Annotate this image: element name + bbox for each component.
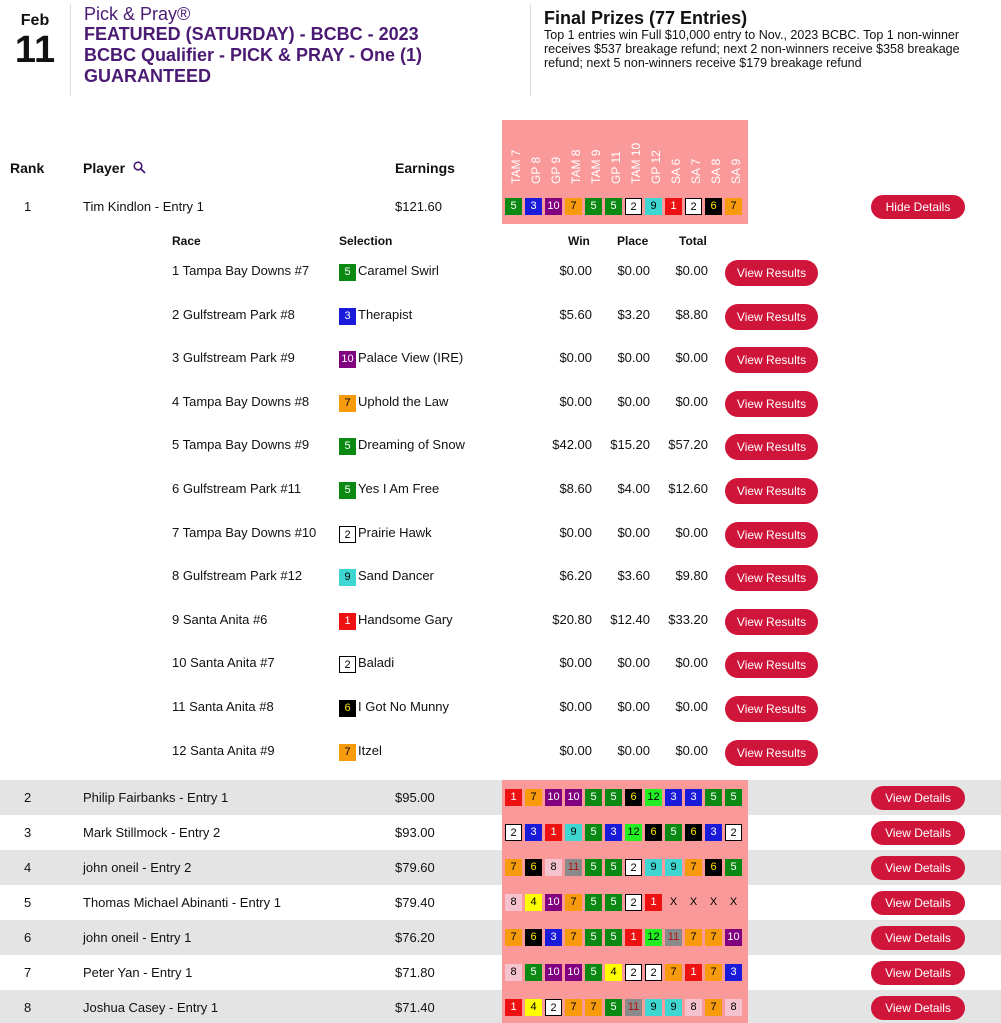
detail-row [0, 250, 1001, 294]
contest-date [10, 12, 60, 70]
view-results-button[interactable]: View Results [725, 478, 818, 504]
horse-name: Itzel [358, 742, 382, 758]
prizes-text: Top 1 entries win Full $10,000 entry to Nov., 2023 BCBC. Top 1 non-winner receives $537 breakage refund; next 2 non-winners receive $358 breakage refund; next 5 non-winners receive $179 breakage refund [544, 28, 960, 70]
horse-name: Baladi [358, 655, 395, 671]
race-column-header [725, 122, 745, 186]
selection-cell: 10 [545, 198, 562, 215]
place-amount: $0.00 [617, 655, 650, 671]
contest-name-line1: FEATURED (SATURDAY) - BCBC - 2023 [84, 24, 419, 44]
horse-name: Dreaming of Snow [358, 437, 465, 453]
selection-cell: 12 [625, 824, 642, 841]
selection-cell: 7 [685, 929, 702, 946]
selection-cell: 2 [625, 198, 642, 215]
race-column-label: SA 9 [729, 158, 743, 184]
table-row [0, 885, 1001, 920]
selection-number-badge: 10 [339, 351, 356, 368]
selection-cells [505, 789, 745, 806]
detail-race: 12 Santa Anita #9 [172, 742, 275, 758]
view-results-button[interactable]: View Results [725, 347, 818, 373]
selection-number-badge: 2 [339, 656, 356, 673]
selection-cell: 1 [645, 894, 662, 911]
selections-strip [502, 780, 748, 815]
selection-cell: 8 [505, 964, 522, 981]
selection-cell: 5 [605, 999, 622, 1016]
detail-race: 3 Gulfstream Park #9 [172, 350, 295, 366]
selection-cell: 2 [685, 198, 702, 215]
selection-cell: 10 [725, 929, 742, 946]
selection-cell: 5 [605, 859, 622, 876]
win-amount: $8.60 [559, 481, 592, 496]
detail-row [0, 555, 1001, 599]
selection-cell: 9 [645, 198, 662, 215]
earnings-cell: $93.00 [395, 825, 435, 840]
selection-cell: 2 [545, 999, 562, 1016]
player-name[interactable]: Philip Fairbanks - Entry 1 [83, 790, 229, 805]
view-results-button[interactable]: View Results [725, 740, 818, 766]
player-name[interactable]: john oneil - Entry 1 [83, 930, 192, 945]
search-icon[interactable] [133, 161, 146, 174]
rank-header: Rank [10, 160, 45, 176]
selection-cell: 4 [525, 999, 542, 1016]
race-column-header [525, 122, 545, 186]
view-results-button[interactable]: View Results [725, 304, 818, 330]
selection-cell: 11 [665, 929, 682, 946]
selection-cell: 5 [605, 198, 622, 215]
rank-cell: 4 [24, 860, 32, 875]
player-name[interactable]: Peter Yan - Entry 1 [83, 965, 193, 980]
horse-name: Yes I Am Free [358, 481, 440, 496]
view-results-button[interactable]: View Results [725, 652, 818, 678]
selection-number-badge: 1 [339, 613, 356, 630]
selection-cell: 3 [525, 198, 542, 215]
selection-cell: 1 [545, 824, 562, 841]
player-header-label: Player [83, 160, 126, 176]
selection-cell: 1 [685, 964, 702, 981]
details-total-header: Total [679, 234, 707, 248]
race-column-header [705, 122, 725, 186]
detail-race: 1 Tampa Bay Downs #7 [172, 263, 310, 278]
selection-cell: 8 [685, 999, 702, 1016]
selection-cell: X [729, 896, 738, 908]
view-results-button[interactable]: View Results [725, 609, 818, 635]
view-details-button[interactable]: View Details [871, 926, 965, 950]
selection-cell: 1 [665, 198, 682, 215]
contest-name-line3: GUARANTEED [84, 66, 212, 86]
detail-race: 7 Tampa Bay Downs #10 [172, 524, 317, 540]
selection-cells [505, 198, 745, 215]
details-win-header: Win [568, 234, 590, 248]
selection-cell: 3 [525, 824, 542, 841]
detail-race: 11 Santa Anita #8 [172, 699, 274, 714]
selections-strip [502, 990, 748, 1023]
player-name[interactable]: john oneil - Entry 2 [83, 860, 192, 875]
detail-race: 8 Gulfstream Park #12 [172, 568, 303, 584]
date-month: Feb [20, 12, 50, 29]
detail-row [0, 730, 1001, 774]
selection-number-badge: 7 [339, 395, 356, 412]
win-amount: $0.00 [559, 742, 592, 758]
selection-cells [505, 824, 745, 841]
win-amount: $6.20 [559, 568, 592, 584]
player-header [83, 160, 146, 176]
selection-cell: 6 [685, 824, 702, 841]
horse-name: Prairie Hawk [358, 524, 432, 540]
race-column-header [605, 122, 625, 186]
view-details-button[interactable]: View Details [871, 821, 965, 845]
selection-number-badge: 7 [339, 744, 356, 761]
table-row [0, 189, 1001, 224]
selections-strip [502, 920, 748, 955]
table-row [0, 990, 1001, 1023]
date-day: 11 [14, 29, 56, 71]
details-place-header: Place [617, 234, 649, 248]
selection-cells [505, 964, 745, 981]
selection-cell: 7 [565, 894, 582, 911]
selection-cell: 9 [645, 999, 662, 1016]
horse-name: Handsome Gary [358, 611, 453, 627]
race-column-label: GP 12 [649, 150, 663, 184]
view-results-button[interactable]: View Results [725, 522, 818, 548]
selection-cell: 8 [545, 859, 562, 876]
selection-cell: 5 [505, 198, 522, 215]
race-column-header [565, 122, 585, 186]
total-amount: $0.00 [675, 263, 708, 278]
total-amount: $0.00 [675, 742, 708, 758]
selection-number-badge: 2 [339, 526, 356, 543]
place-amount: $0.00 [617, 263, 650, 278]
selection-cell: 8 [725, 999, 742, 1016]
selection-cells [505, 894, 745, 911]
selections-strip [502, 850, 748, 885]
selection-cell: 2 [625, 894, 642, 911]
place-amount: $15.20 [610, 437, 650, 453]
selection-number-badge: 3 [339, 308, 356, 325]
detail-row [0, 512, 1001, 556]
place-amount: $3.60 [617, 568, 650, 584]
race-column-label: SA 6 [669, 158, 683, 184]
selection-cell: 2 [725, 824, 742, 841]
rank-cell: 6 [24, 930, 32, 945]
selection-number-badge: 6 [339, 700, 356, 717]
selection-cell: 5 [585, 198, 602, 215]
selection-number-badge: 5 [339, 482, 356, 499]
selection-cell: 5 [725, 859, 742, 876]
win-amount: $5.60 [559, 306, 592, 322]
view-results-button[interactable]: View Results [725, 391, 818, 417]
selection-cell: 5 [585, 964, 602, 981]
race-column-headers [505, 122, 745, 186]
selection-cell: 5 [605, 929, 622, 946]
horse-name: Uphold the Law [358, 393, 449, 409]
selection-cell: 7 [725, 198, 742, 215]
detail-race: 2 Gulfstream Park #8 [172, 306, 295, 322]
selection-cell: 12 [645, 929, 662, 946]
horse-name: Palace View (IRE) [358, 350, 464, 366]
horse-name: Caramel Swirl [358, 263, 439, 278]
details-selection-header: Selection [339, 234, 393, 248]
selection-cell: 10 [565, 964, 582, 981]
earnings-cell: $71.40 [395, 1000, 435, 1015]
win-amount: $0.00 [559, 655, 592, 671]
place-amount: $0.00 [617, 393, 650, 409]
selection-cell: 9 [645, 859, 662, 876]
race-column-label: GP 8 [529, 156, 543, 184]
selection-cell: X [689, 896, 698, 908]
rank-cell: 8 [24, 1000, 32, 1015]
selection-cell: 2 [645, 964, 662, 981]
earnings-cell: $71.80 [395, 965, 435, 980]
place-amount: $0.00 [617, 524, 650, 540]
detail-row [0, 337, 1001, 381]
horse-name: Therapist [358, 306, 413, 322]
place-amount: $4.00 [617, 481, 650, 496]
rank-cell: 1 [24, 199, 32, 214]
selection-cell: 7 [705, 929, 722, 946]
selection-cell: 5 [585, 859, 602, 876]
view-details-button[interactable]: View Details [871, 961, 965, 985]
selection-cell: 9 [665, 859, 682, 876]
selection-cell: 9 [665, 999, 682, 1016]
player-name[interactable]: Mark Stillmock - Entry 2 [83, 825, 221, 840]
selection-cell: 6 [525, 929, 542, 946]
total-amount: $0.00 [675, 655, 708, 671]
table-row [0, 780, 1001, 815]
details-race-header: Race [172, 234, 201, 248]
selection-cell: 5 [605, 894, 622, 911]
selections-strip [502, 189, 748, 224]
selection-cell: 5 [605, 789, 622, 806]
selection-cells [505, 999, 745, 1016]
race-column-label: SA 7 [689, 158, 703, 184]
race-column-label: GP 9 [549, 156, 563, 184]
detail-race: 9 Santa Anita #6 [172, 611, 268, 627]
selection-cell: X [669, 896, 678, 908]
selection-cell: 11 [565, 859, 582, 876]
selections-strip [502, 815, 748, 850]
total-amount: $8.80 [675, 306, 708, 322]
selection-cell: 1 [625, 929, 642, 946]
selection-cell: X [709, 896, 718, 908]
rank-cell: 3 [24, 825, 32, 840]
selection-cell: 7 [705, 999, 722, 1016]
win-amount: $20.80 [552, 611, 592, 627]
detail-row [0, 381, 1001, 425]
place-amount: $0.00 [617, 742, 650, 758]
place-amount: $0.00 [617, 699, 650, 714]
view-details-button[interactable]: View Details [871, 786, 965, 810]
selection-cell: 6 [705, 859, 722, 876]
race-column-header [645, 122, 665, 186]
detail-row [0, 642, 1001, 686]
view-results-button[interactable]: View Results [725, 696, 818, 722]
selection-cell: 7 [525, 789, 542, 806]
selection-cell: 7 [565, 198, 582, 215]
race-column-label: GP 11 [609, 151, 623, 184]
selection-cells [505, 929, 745, 946]
earnings-cell: $79.40 [395, 895, 435, 910]
earnings-cell: $121.60 [395, 199, 442, 214]
selection-cell: 7 [665, 964, 682, 981]
earnings-cell: $95.00 [395, 790, 435, 805]
divider [530, 4, 531, 96]
race-column-header [665, 122, 685, 186]
selection-cell: 2 [505, 824, 522, 841]
total-amount: $9.80 [675, 568, 708, 584]
player-name[interactable]: Joshua Casey - Entry 1 [83, 1000, 219, 1015]
selection-cell: 7 [705, 964, 722, 981]
prizes-panel [544, 8, 984, 70]
total-amount: $0.00 [675, 524, 708, 540]
race-column-header [585, 122, 605, 186]
selection-cell: 1 [505, 789, 522, 806]
earnings-cell: $79.60 [395, 860, 435, 875]
view-details-button[interactable]: View Details [871, 996, 965, 1020]
selection-cell: 5 [585, 824, 602, 841]
table-row [0, 815, 1001, 850]
view-details-button[interactable]: View Details [871, 891, 965, 915]
selections-strip [502, 885, 748, 920]
race-column-label: TAM 7 [509, 149, 523, 184]
total-amount: $0.00 [675, 393, 708, 409]
selection-cell: 7 [505, 929, 522, 946]
total-amount: $0.00 [675, 350, 708, 366]
win-amount: $0.00 [559, 263, 592, 278]
detail-race: 5 Tampa Bay Downs #9 [172, 437, 310, 453]
total-amount: $12.60 [668, 481, 708, 496]
selection-cell: 3 [545, 929, 562, 946]
selection-cell: 3 [665, 789, 682, 806]
selection-number-badge: 5 [339, 264, 356, 281]
race-column-header [545, 122, 565, 186]
race-column-header [685, 122, 705, 186]
selection-cell: 2 [625, 964, 642, 981]
race-column-header [625, 122, 645, 186]
rank-cell: 5 [24, 895, 32, 910]
detail-row [0, 294, 1001, 338]
earnings-header: Earnings [395, 160, 455, 176]
selection-cell: 4 [605, 964, 622, 981]
detail-row [0, 686, 1001, 730]
race-column-label: TAM 10 [629, 142, 643, 184]
contest-brand: Pick & Pray® [84, 4, 191, 24]
detail-race: 4 Tampa Bay Downs #8 [172, 393, 310, 409]
contest-name-line2: BCBC Qualifier - PICK & PRAY - One (1) [84, 45, 423, 65]
selection-cell: 3 [685, 789, 702, 806]
selection-cell: 5 [585, 789, 602, 806]
selection-cell: 3 [705, 824, 722, 841]
prizes-title: Final Prizes (77 Entries) [544, 8, 748, 28]
table-row [0, 955, 1001, 990]
selection-cell: 5 [725, 789, 742, 806]
selection-cell: 9 [565, 824, 582, 841]
place-amount: $0.00 [617, 350, 650, 366]
selection-cell: 5 [665, 824, 682, 841]
earnings-cell: $76.20 [395, 930, 435, 945]
win-amount: $42.00 [552, 437, 592, 453]
race-column-header [505, 122, 525, 186]
selection-cell: 7 [685, 859, 702, 876]
selection-cell: 6 [645, 824, 662, 841]
contest-title [84, 4, 504, 87]
table-row [0, 850, 1001, 885]
selection-cell: 6 [525, 859, 542, 876]
selection-cell: 12 [645, 789, 662, 806]
selection-cell: 8 [505, 894, 522, 911]
selection-cell: 7 [585, 999, 602, 1016]
race-column-label: TAM 8 [569, 149, 583, 184]
selection-cell: 10 [545, 894, 562, 911]
selection-cell: 11 [625, 999, 642, 1016]
selection-cell: 10 [545, 964, 562, 981]
place-amount: $12.40 [610, 611, 650, 627]
view-results-button[interactable]: View Results [725, 565, 818, 591]
selection-cell: 7 [565, 929, 582, 946]
race-column-label: SA 8 [709, 158, 723, 184]
selection-cell: 1 [505, 999, 522, 1016]
total-amount: $0.00 [675, 699, 708, 714]
race-column-label: TAM 9 [589, 149, 603, 184]
rank-cell: 2 [24, 790, 32, 805]
selection-cell: 7 [565, 999, 582, 1016]
selection-cell: 10 [545, 789, 562, 806]
selection-cell: 3 [725, 964, 742, 981]
selection-cell: 5 [705, 789, 722, 806]
win-amount: $0.00 [559, 699, 592, 714]
hide-details-button[interactable]: Hide Details [871, 195, 965, 219]
detail-race: 10 Santa Anita #7 [172, 655, 275, 671]
detail-race: 6 Gulfstream Park #11 [172, 481, 302, 496]
view-results-button[interactable]: View Results [725, 260, 818, 286]
selection-cell: 5 [585, 894, 602, 911]
view-results-button[interactable]: View Results [725, 434, 818, 460]
selections-strip [502, 955, 748, 990]
selection-number-badge: 9 [339, 569, 356, 586]
detail-row [0, 424, 1001, 468]
player-name[interactable]: Tim Kindlon - Entry 1 [83, 199, 204, 214]
horse-name: Sand Dancer [358, 568, 434, 584]
selection-cells [505, 859, 745, 876]
win-amount: $0.00 [559, 350, 592, 366]
selection-cell: 6 [705, 198, 722, 215]
selection-cell: 3 [605, 824, 622, 841]
selection-number-badge: 5 [339, 438, 356, 455]
selection-cell: 10 [565, 789, 582, 806]
selection-cell: 7 [505, 859, 522, 876]
selection-cell: 2 [625, 859, 642, 876]
win-amount: $0.00 [559, 393, 592, 409]
horse-name: I Got No Munny [358, 699, 450, 714]
place-amount: $3.20 [617, 306, 650, 322]
player-name[interactable]: Thomas Michael Abinanti - Entry 1 [83, 895, 281, 910]
detail-row [0, 599, 1001, 643]
selection-cell: 6 [625, 789, 642, 806]
detail-row [0, 468, 1001, 512]
table-row [0, 920, 1001, 955]
view-details-button[interactable]: View Details [871, 856, 965, 880]
selection-cell: 5 [585, 929, 602, 946]
selection-cell: 5 [525, 964, 542, 981]
selection-cell: 4 [525, 894, 542, 911]
divider [70, 4, 71, 96]
rank-cell: 7 [24, 965, 32, 980]
win-amount: $0.00 [559, 524, 592, 540]
total-amount: $57.20 [668, 437, 708, 453]
total-amount: $33.20 [668, 611, 708, 627]
